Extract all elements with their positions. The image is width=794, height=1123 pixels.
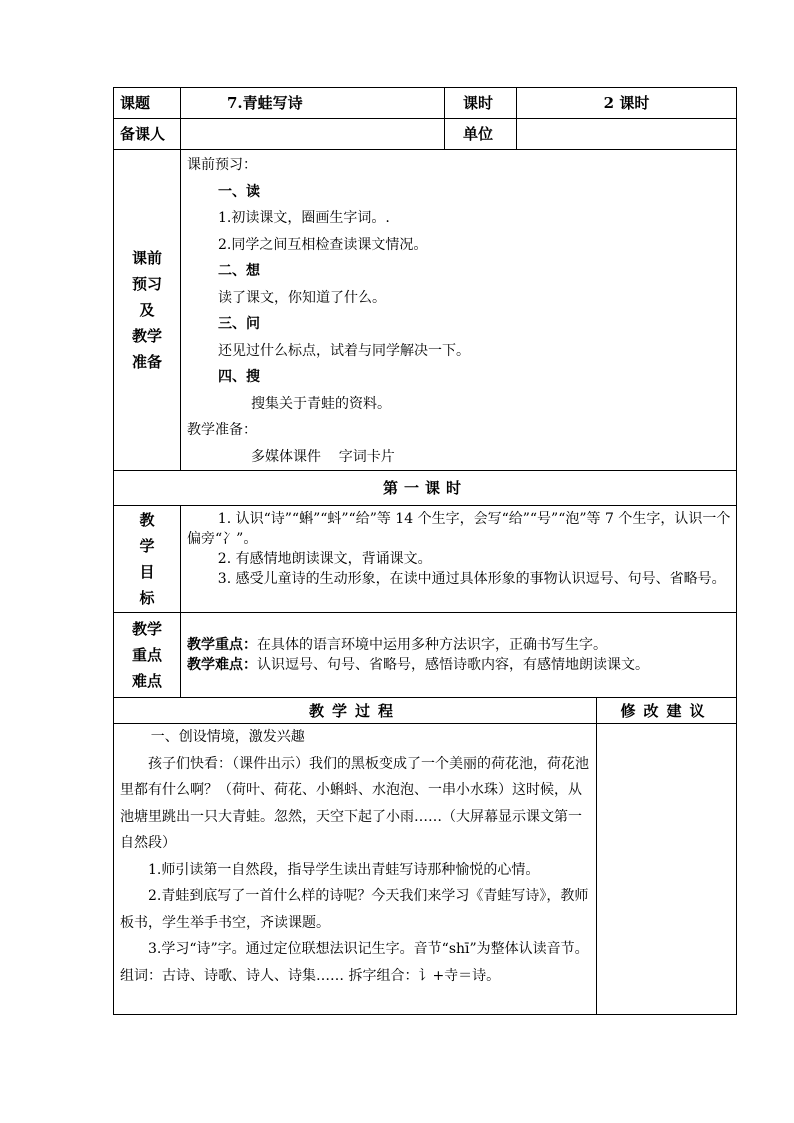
prep-intro: 课前预习： (187, 157, 257, 173)
prep-label-line: 教学 (131, 327, 162, 345)
unit-label: 单位 (445, 119, 517, 150)
goal-item-3: 3. 感受儿童诗的生动形象，在读中通过具体形象的事物认识逗号、句号、省略号。 (217, 571, 726, 587)
search-item-1: 搜集关于青蛙的资料。 (251, 395, 391, 412)
unit-value (517, 119, 737, 150)
focus-label (114, 613, 181, 698)
goals-row (114, 506, 737, 613)
key-point (187, 635, 736, 655)
topic-label: 课题 (114, 88, 181, 119)
focus-content (181, 613, 737, 698)
read-item-1: 1.初读课文，圈画生字词。. (218, 210, 390, 226)
teach-materials: 多媒体课件 字词卡片 (251, 448, 395, 465)
goal-item-2: 2. 有感情地朗读课文，背诵课文。 (217, 551, 432, 567)
goals-label-line: 目 (139, 563, 155, 581)
prep-content (181, 150, 737, 471)
process-header-row (114, 698, 737, 724)
goals-label (114, 506, 181, 613)
ask-item-1: 还见过什么标点，试着与同学解决一下。 (218, 342, 470, 359)
prep-label (114, 150, 181, 471)
read-item-2: 2.同学之间互相检查读课文情况。 (218, 236, 428, 253)
difficult-point (187, 655, 736, 675)
prep-label-line: 课前 (131, 249, 162, 267)
key-point-label: 教学重点： (187, 637, 257, 653)
read-heading: 一、读 (218, 183, 260, 200)
ask-heading: 三、问 (218, 316, 260, 332)
process-content (114, 724, 597, 1015)
teach-prep-label: 教学准备： (187, 422, 257, 438)
topic-value: 7.青蛙写诗 (181, 88, 445, 119)
focus-label-line: 教学 (131, 620, 162, 638)
lesson1-title-row (114, 471, 737, 506)
think-heading: 二、想 (218, 263, 260, 279)
prep-label-line: 及 (139, 301, 155, 319)
key-point-text: 在具体的语言环境中运用多种方法识字，正确书写生字。 (257, 637, 607, 653)
think-item-1: 读了课文，你知道了什么。 (218, 289, 386, 306)
focus-label-line: 难点 (131, 672, 162, 690)
lesson-plan-sheet (113, 87, 736, 1015)
prep-label-line: 准备 (131, 353, 162, 371)
search-heading: 四、搜 (218, 369, 260, 385)
step1-heading: 一、创设情境，激发兴趣 (150, 729, 305, 745)
suggest-content (597, 724, 737, 1015)
goals-label-line: 学 (139, 537, 155, 555)
preparer-value (181, 119, 445, 150)
difficult-point-text: 认识逗号、句号、省略号，感悟诗歌内容，有感情地朗读课文。 (257, 657, 649, 673)
difficult-point-label: 教学难点： (187, 657, 257, 673)
process-title: 教学过程 (114, 698, 597, 724)
process-paragraph: 2.青蛙到底写了一首什么样的诗呢？今天我们来学习《青蛙写诗》，教师板书，学生举手书空，齐读课题。 (120, 888, 589, 931)
process-paragraph: 孩子们快看：（课件出示）我们的黑板变成了一个美丽的荷花池，荷花池里都有什么啊？（荷叶、荷花、小蝌蚪、水泡泡、一串小水珠）这时候，从池塘里跳出一只大青蛙。忽然，天空下起了小雨……（大屏幕显示课文第一自然段） (120, 755, 589, 851)
suggest-title: 修改建议 (597, 698, 737, 724)
prep-row (114, 150, 737, 471)
prep-label-line: 预习 (131, 275, 162, 293)
preparer-label: 备课人 (114, 119, 181, 150)
period-label: 课时 (445, 88, 517, 119)
lesson1-title: 第一课时 (114, 471, 737, 506)
goals-content (181, 506, 737, 613)
focus-label-line: 重点 (131, 646, 162, 664)
goals-label-line: 标 (139, 589, 155, 607)
goal-item-1: 1. 认识“诗”“蝌”“蚪”“给”等 14 个生字，会写“给”“号”“泡”等 7 个生字，认识一个偏旁“冫”。 (187, 511, 731, 547)
topic-row (114, 88, 737, 119)
process-paragraph: 1.师引读第一自然段，指导学生读出青蛙写诗那种愉悦的心情。 (148, 861, 540, 878)
preparer-row (114, 119, 737, 150)
goals-label-line: 教 (139, 511, 155, 529)
process-paragraph: 3.学习“诗”字。通过定位联想法识记生字。音节“shī”为整体认读音节。组词：古诗、诗歌、诗人、诗集…… 拆字组合：讠+寺＝诗。 (120, 941, 589, 984)
focus-row (114, 613, 737, 698)
lesson-plan-table (113, 87, 737, 1015)
process-row (114, 724, 737, 1015)
period-value: 2 课时 (517, 88, 737, 119)
